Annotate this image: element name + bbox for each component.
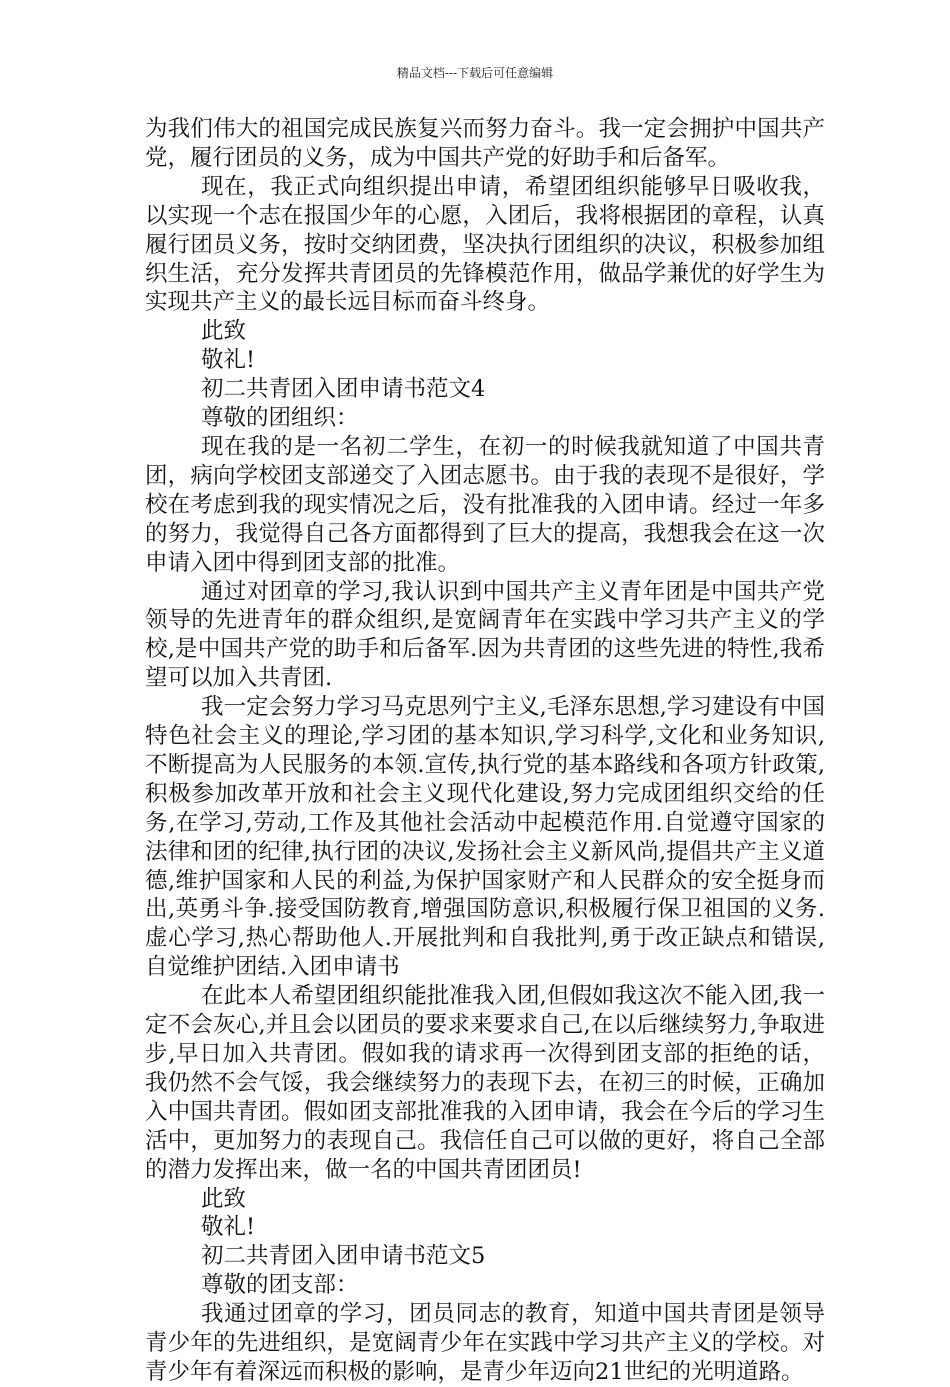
paragraph: 在此本人希望团组织能批准我入团,但假如我这次不能入团,我一定不会灰心,并且会以团员的要求来要求自己,在以后继续努力,争取进步,早日加入共青团。假如我的请求再一次得到团支部的拒绝的话，我仍然不会气馁，我会继续努力的表现下去，在初三的时候，正确加入中国共青团。假如团支部批准我的入团申请，我会在今后的学习生活中，更加努力的表现自己。我信任自己可以做的更好，将自己全部的潜力发挥出来，做一名的中国共青团团员! (145, 983, 825, 1183)
page-header: 精品文档---下载后可任意编辑 (396, 66, 554, 80)
paragraph: 现在，我正式向组织提出申请，希望团组织能够早日吸收我，以实现一个志在报国少年的心愿，入团后，我将根据团的章程，认真履行团员义务，按时交纳团费，坚决执行团组织的决议，积极参加组织生活，充分发挥共青团员的先锋模范作用，做品学兼优的好学生为实现共产主义的最长远目标而奋斗终身。 (145, 173, 825, 316)
greeting-line: 尊敬的团组织： (201, 405, 359, 432)
greeting-line: 尊敬的团支部： (201, 1272, 359, 1299)
section-title: 初二共青团入团申请书范文4 (201, 376, 486, 403)
paragraph: 我通过团章的学习，团员同志的教育，知道中国共青团是领导青少年的先进组织，是宽阔青少年在实践中学习共产主义的学校。对青少年有着深远而积极的影响，是青少年迈向21世纪的光明道路。 (145, 1301, 825, 1385)
document-body (145, 115, 825, 1387)
paragraph: 为我们伟大的祖国完成民族复兴而努力奋斗。我一定会拥护中国共产党，履行团员的义务，成为中国共产党的好助手和后备军。 (145, 116, 825, 171)
salutation-line: 敬礼! (201, 347, 256, 374)
closing-line: 此致 (201, 1185, 247, 1212)
paragraph: 通过对团章的学习,我认识到中国共产主义青年团是中国共产党领导的先进青年的群众组织,是宽阔青年在实践中学习共产主义的学校,是中国共产党的助手和后备军.因为共青团的这些先进的特性,我希望可以加入共青团. (145, 578, 825, 692)
salutation-line: 敬礼! (201, 1214, 256, 1241)
paragraph: 现在我的是一名初二学生，在初一的时候我就知道了中国共青团，病向学校团支部递交了入团志愿书。由于我的表现不是很好，学校在考虑到我的现实情况之后，没有批准我的入团申请。经过一年多的努力，我觉得自己各方面都得到了巨大的提高，我想我会在这一次申请入团中得到团支部的批准。 (145, 433, 825, 576)
section-title: 初二共青团入团申请书范文5 (201, 1243, 486, 1270)
paragraph: 我一定会努力学习马克思列宁主义,毛泽东思想,学习建设有中国特色社会主义的理论,学习团的基本知识,学习科学,文化和业务知识,不断提高为人民服务的本领.宣传,执行党的基本路线和各项方针政策,积极参加改革开放和社会主义现代化建设,努力完成团组织交给的任务,在学习,劳动,工作及其他社会活动中起模范作用.自觉遵守国家的法律和团的纪律,执行团的决议,发扬社会主义新风尚,提倡共产主义道德,维护国家和人民的利益,为保护国家财产和人民群众的安全挺身而出,英勇斗争.接受国防教育,增强国防意识,积极履行保卫祖国的义务.虚心学习,热心帮助他人.开展批判和自我批判,勇于改正缺点和错误,自觉维护团结.入团申请书 (145, 694, 825, 981)
closing-line: 此致 (201, 318, 247, 345)
